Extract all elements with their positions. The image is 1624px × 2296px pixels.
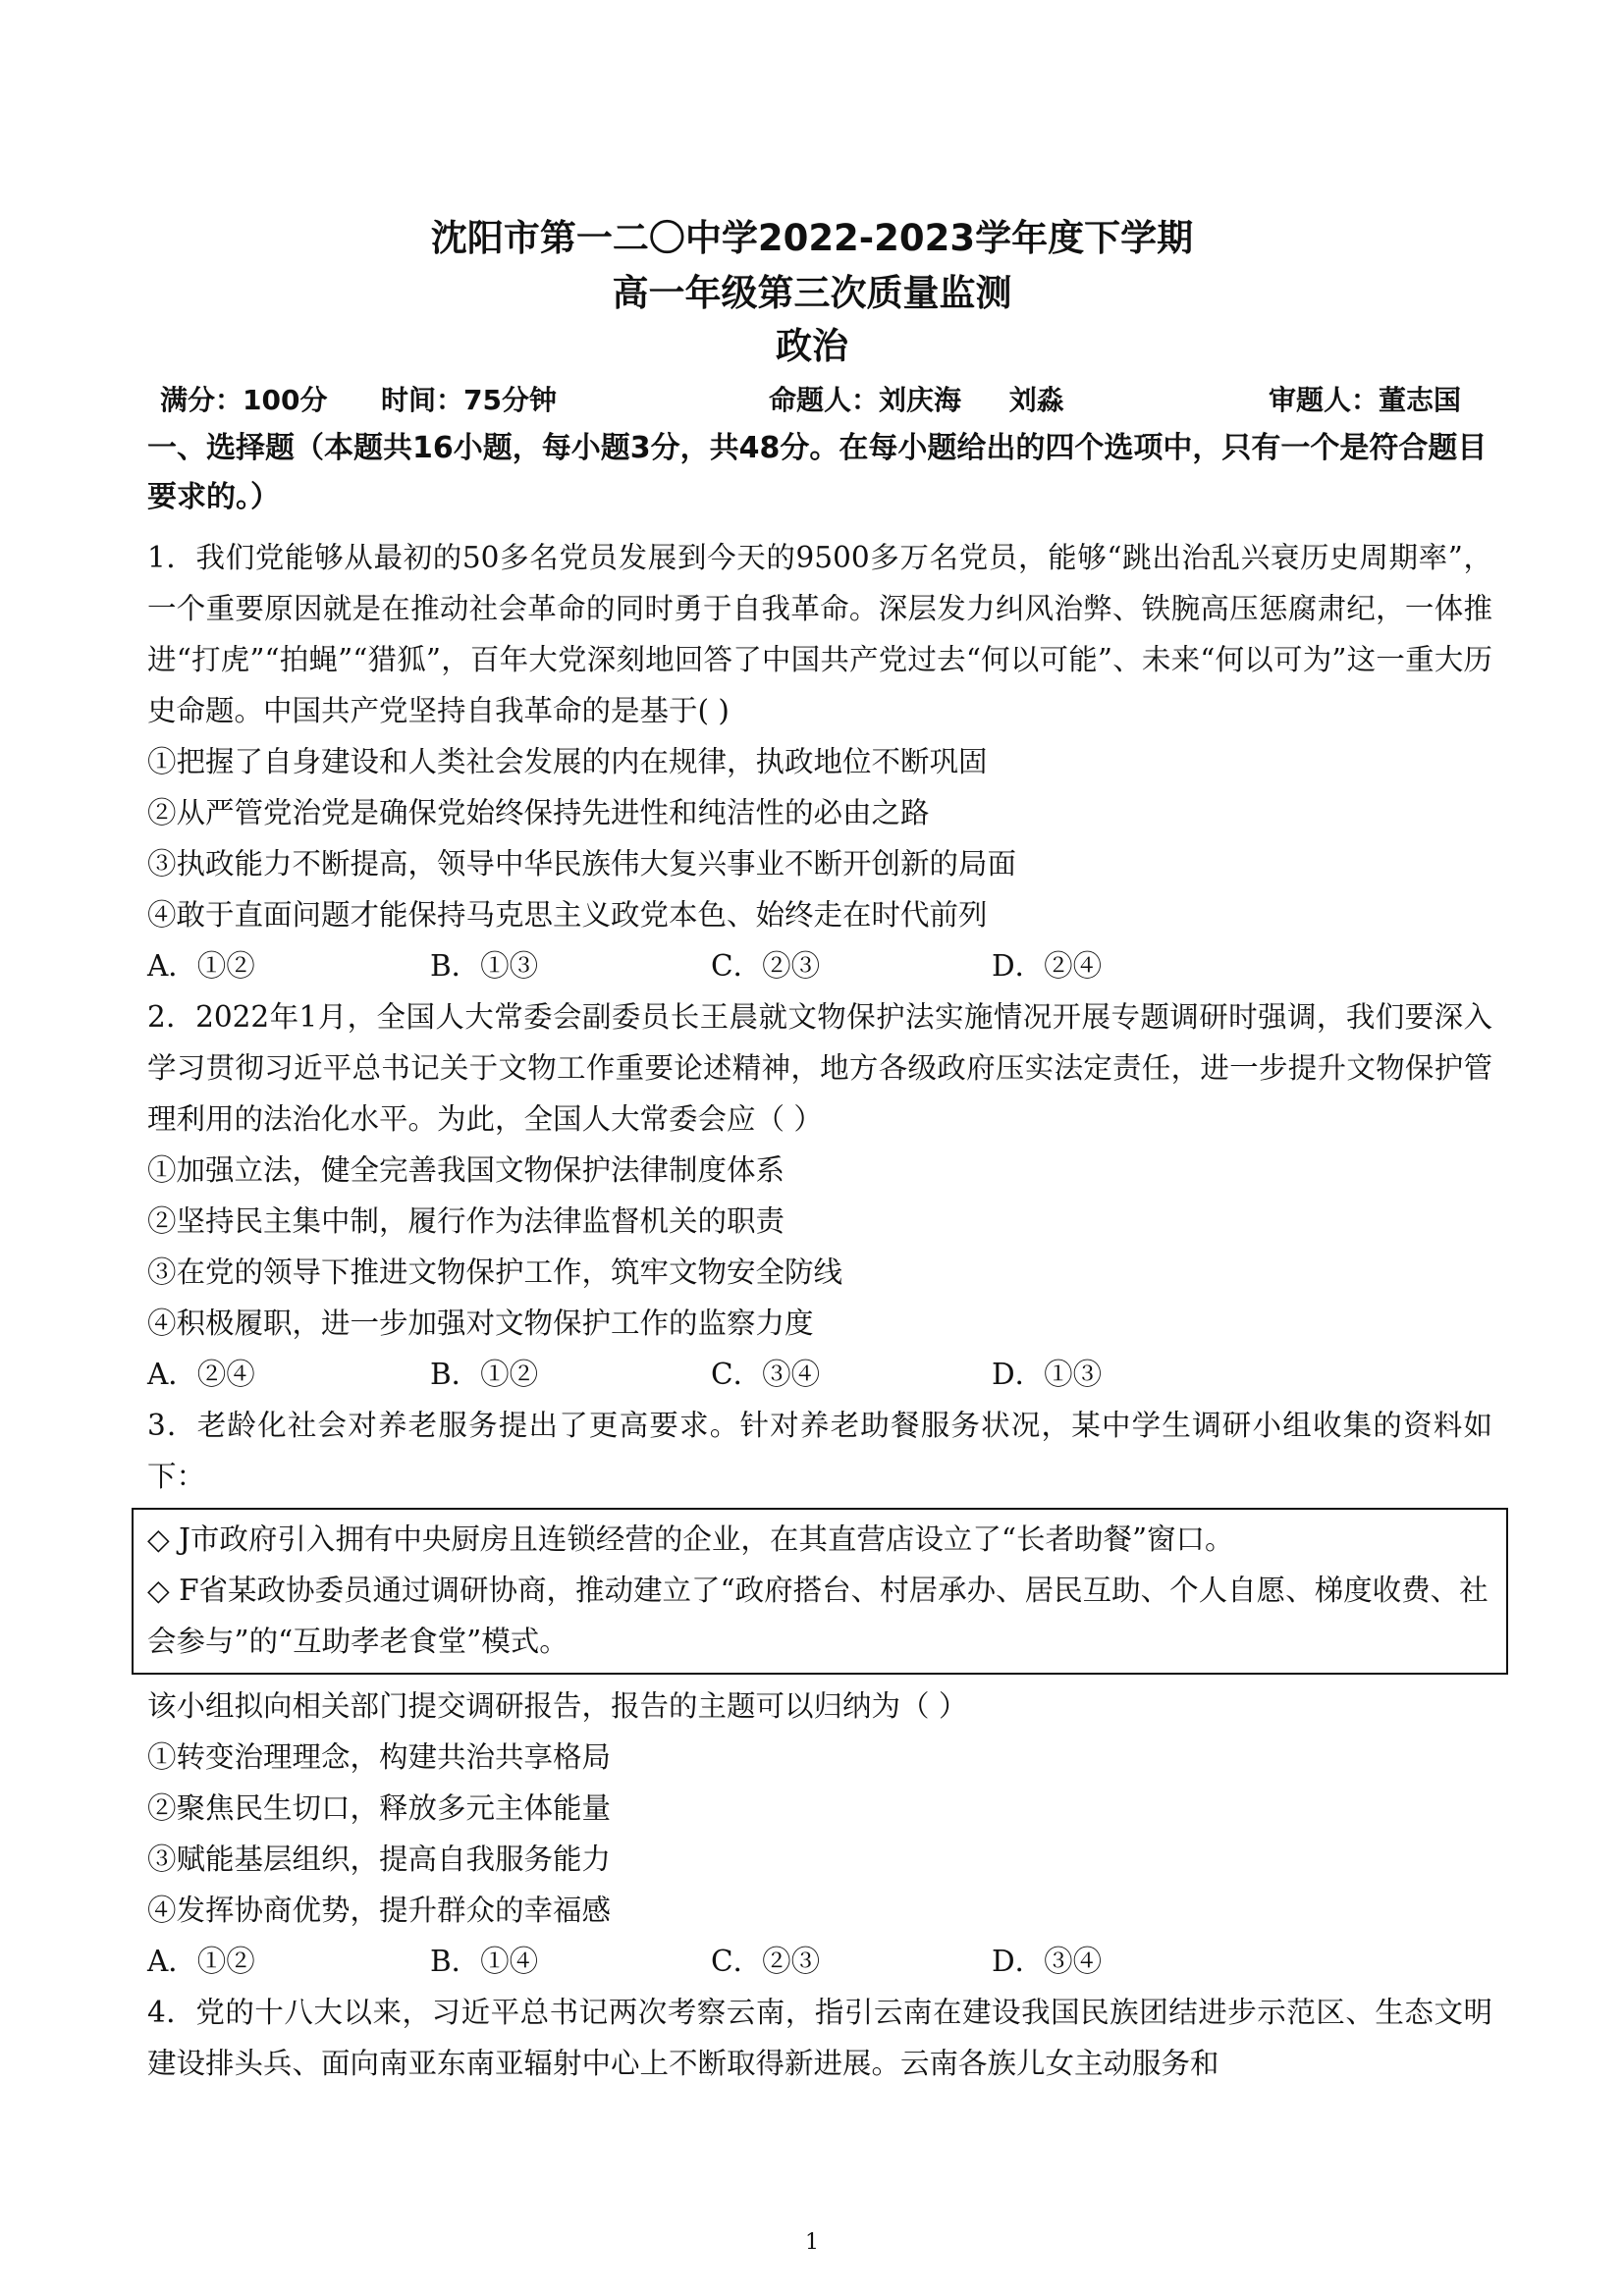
question-1-option: ①把握了自身建设和人类社会发展的内在规律，执政地位不断巩固 [147, 745, 988, 778]
section-title: 一、选择题（本题共16小题，每小题3分，共48分。在每小题给出的四个选项中，只有一个是符合题目要求的。） [147, 431, 1488, 514]
choice-a: A．①② [147, 949, 255, 983]
question-3-option: ④发挥协商优势，提升群众的幸福感 [147, 1894, 612, 1927]
material-item: ◇ J市政府引入拥有中央厨房且连锁经营的企业，在其直营店设立了“长者助餐”窗口。 [147, 1522, 1234, 1556]
question-2-option: ①加强立法，健全完善我国文物保护法律制度体系 [147, 1153, 785, 1187]
question-list [147, 532, 1492, 2089]
question-authors: 命题人：刘庆海 刘淼 [769, 384, 1064, 416]
question-1-choices [147, 940, 1492, 991]
question-2-option: ④积极履职，进一步加强对文物保护工作的监察力度 [147, 1307, 814, 1340]
question-3-material-box [132, 1508, 1508, 1675]
question-3-choices [147, 1936, 1492, 1987]
question-4-stem: 4．党的十八大以来，习近平总书记两次考察云南，指引云南在建设我国民族团结进步示范区、生态文明建设排头兵、面向南亚东南亚辐射中心上不断取得新进展。云南各族儿女主动服务和 [147, 1996, 1492, 2080]
choice-c: C．②③ [711, 949, 821, 983]
question-2-choices [147, 1349, 1492, 1400]
question-2-stem: 2．2022年1月，全国人大常委会副委员长王晨就文物保护法实施情况开展专题调研时强调，我们要深入学习贯彻习近平总书记关于文物工作重要论述精神，地方各级政府压实法定责任，进一步提升文物保护管理利用的法治化水平。为此，全国人大常委会应（ ） [147, 1000, 1492, 1136]
choice-d: D．①③ [992, 1358, 1103, 1391]
exam-title-subject: 政治 [776, 325, 848, 367]
material-item: ◇ F省某政协委员通过调研协商，推动建立了“政府搭台、村居承办、居民互助、个人自愿、梯度收费、社会参与”的“互助孝老食堂”模式。 [147, 1574, 1489, 1658]
question-3-prompt: 该小组拟向相关部门提交调研报告，报告的主题可以归纳为（ ） [147, 1689, 968, 1723]
full-score: 满分：100分 [160, 384, 328, 416]
choice-a: A．②④ [147, 1358, 255, 1391]
question-3-option: ②聚焦民生切口，释放多元主体能量 [147, 1791, 612, 1825]
choice-b: B．①② [430, 1358, 539, 1391]
choice-a: A．①② [147, 1945, 255, 1978]
choice-b: B．①③ [430, 949, 539, 983]
exam-time: 时间：75分钟 [381, 384, 557, 416]
question-3-option: ③赋能基层组织，提高自我服务能力 [147, 1842, 612, 1876]
choice-d: D．③④ [992, 1945, 1103, 1978]
reviewer: 审题人：董志国 [1269, 384, 1462, 416]
question-1-option: ④敢于直面问题才能保持马克思主义政党本色、始终走在时代前列 [147, 898, 988, 932]
question-2-option: ②坚持民主集中制，履行作为法律监督机关的职责 [147, 1204, 785, 1238]
choice-d: D．②④ [992, 949, 1103, 983]
choice-c: C．②③ [711, 1945, 821, 1978]
question-1-stem: 1．我们党能够从最初的50多名党员发展到今天的9500多万名党员，能够“跳出治乱兴衰历史周期率”，一个重要原因就是在推动社会革命的同时勇于自我革命。深层发力纠风治弊、铁腕高压惩腐肃纪，一体推进“打虎”“拍蝇”“猎狐”，百年大党深刻地回答了中国共产党过去“何以可能”、未来“何以可为”这一重大历史命题。中国共产党坚持自我革命的是基于( ) [147, 541, 1492, 727]
question-1-option: ②从严管党治党是确保党始终保持先进性和纯洁性的必由之路 [147, 796, 930, 829]
choice-b: B．①④ [430, 1945, 539, 1978]
exam-title-school: 沈阳市第一二〇中学2022-2023学年度下学期 [430, 217, 1194, 259]
question-3-stem: 3．老龄化社会对养老服务提出了更高要求。针对养老助餐服务状况，某中学生调研小组收集的资料如下： [147, 1409, 1492, 1493]
choice-c: C．③④ [711, 1358, 821, 1391]
question-3-option: ①转变治理理念，构建共治共享格局 [147, 1740, 612, 1774]
page-number: 1 [805, 2230, 819, 2255]
question-1-option: ③执政能力不断提高，领导中华民族伟大复兴事业不断开创新的局面 [147, 847, 1017, 881]
exam-title-grade: 高一年级第三次质量监测 [612, 272, 1012, 314]
question-2-option: ③在党的领导下推进文物保护工作，筑牢文物安全防线 [147, 1255, 843, 1289]
